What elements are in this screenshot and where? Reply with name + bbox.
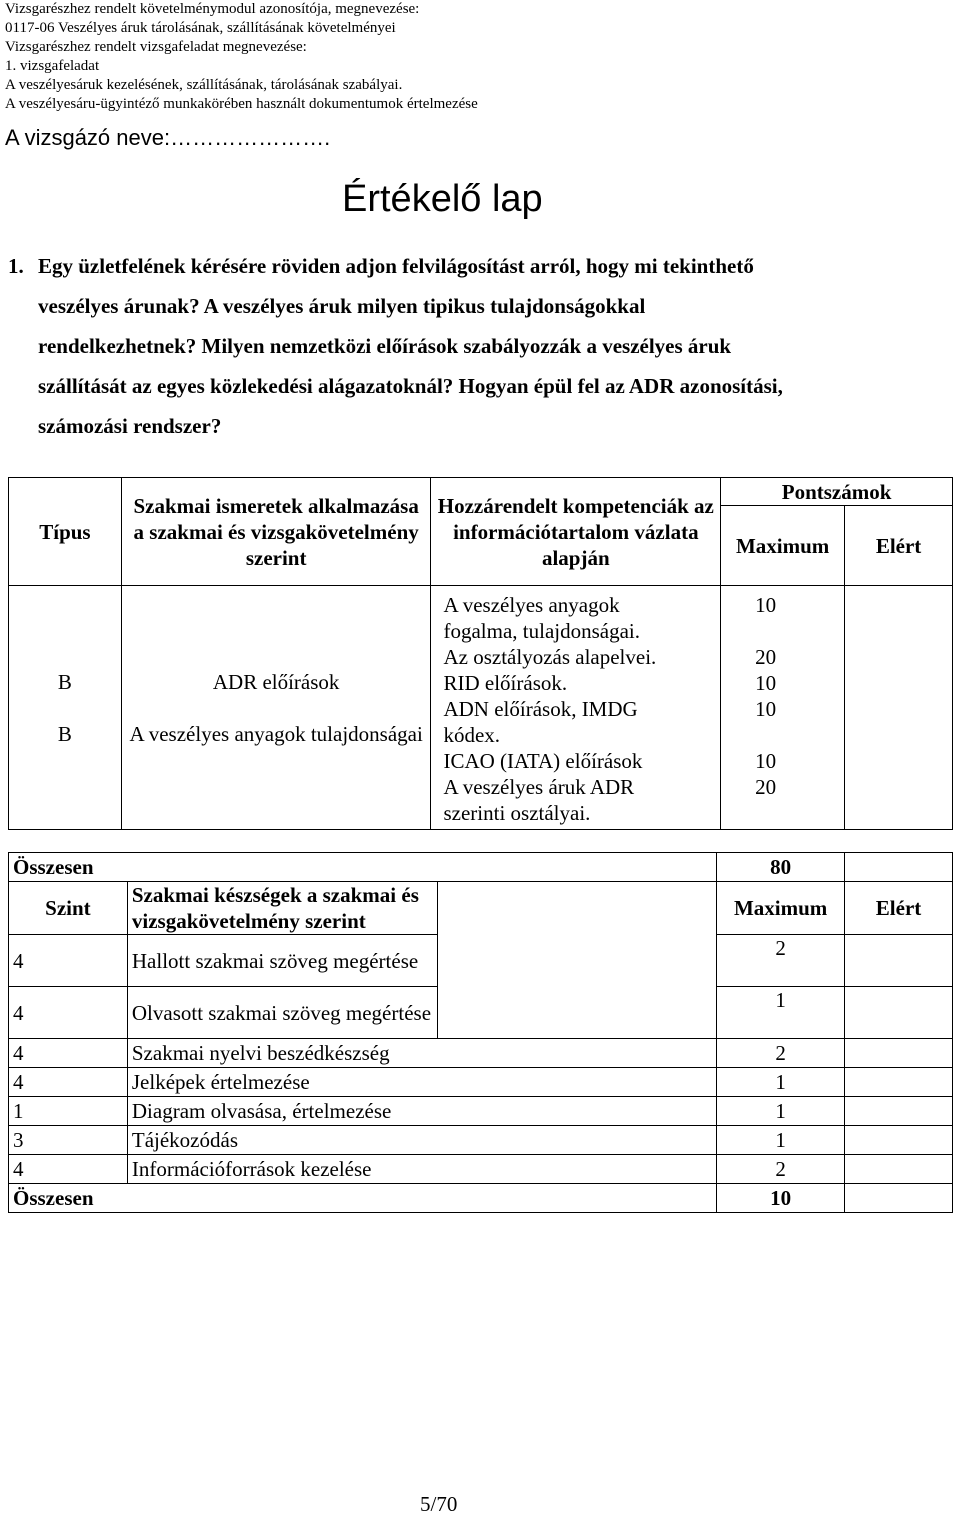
header-points: Pontszámok	[721, 478, 953, 506]
level-cell: 4	[9, 1039, 128, 1068]
skill-cell: Szakmai nyelvi beszédkészség	[127, 1039, 716, 1068]
header-level: Szint	[9, 882, 128, 935]
max-cell: 1	[717, 1097, 845, 1126]
max-cell: 1	[717, 1126, 845, 1155]
achieved-cell[interactable]	[845, 1155, 953, 1184]
type-value: B	[57, 721, 72, 746]
table-row	[9, 1039, 953, 1068]
level-cell: 4	[9, 1155, 128, 1184]
table-row	[9, 1155, 953, 1184]
max-point	[755, 722, 840, 748]
header-line: Vizsgarészhez rendelt vizsgafeladat megnevezése:	[5, 39, 307, 55]
header-type: Típus	[9, 478, 122, 586]
max-point: 10	[755, 593, 777, 617]
competence-line: Az osztályozás alapelvei.	[443, 645, 657, 669]
achieved-cell[interactable]	[845, 1039, 953, 1068]
knowledge-table	[8, 477, 953, 830]
type-value: B	[57, 669, 72, 694]
achieved-cell[interactable]	[845, 987, 953, 1039]
skill-cell: Olvasott szakmai szöveg megértése	[127, 987, 437, 1039]
competence-line: A veszélyes áruk ADR	[443, 775, 635, 799]
achieved-cell[interactable]	[845, 935, 953, 987]
competence-line: fogalma, tulajdonságai.	[443, 619, 640, 643]
header-competence: Hozzárendelt kompetenciák az információtartalom vázlata alapján	[431, 478, 721, 586]
max-cell: 2	[717, 1155, 845, 1184]
max-point: 20	[755, 645, 777, 669]
header-achieved: Elért	[845, 506, 953, 586]
total-label: Összesen	[9, 853, 438, 882]
achieved-cell[interactable]	[845, 1068, 953, 1097]
total-label: Összesen	[9, 1184, 438, 1213]
header-line: 0117-06 Veszélyes áruk tárolásának, szállításának követelményei	[5, 20, 396, 36]
table-row	[9, 1126, 953, 1155]
skill-cell: Hallott szakmai szöveg megértése	[127, 935, 437, 987]
candidate-name-field: A vizsgázó neve:………………….	[5, 125, 331, 150]
level-cell: 3	[9, 1126, 128, 1155]
header-skills: Szakmai készségek a szakmai és vizsgakövetelmény szerint	[127, 882, 437, 935]
achieved-cell[interactable]	[845, 586, 953, 830]
max-cell: 2	[717, 1039, 845, 1068]
level-cell: 4	[9, 1068, 128, 1097]
max-point: 10	[755, 697, 777, 721]
knowledge-item: A veszélyes anyagok tulajdonságai	[129, 721, 423, 746]
knowledge-item: ADR előírások	[212, 669, 340, 694]
table-row	[9, 987, 953, 1039]
question-line: veszélyes árunak? A veszélyes áruk milyen tipikus tulajdonságokkal	[38, 294, 646, 318]
question-line: rendelkezhetnek? Milyen nemzetközi előírások szabályozzák a veszélyes áruk	[38, 334, 732, 358]
competence-line: ICAO (IATA) előírások	[443, 749, 643, 773]
competence-line: kódex.	[443, 723, 501, 747]
table-row	[9, 935, 953, 987]
table-row	[9, 1068, 953, 1097]
header-max: Maximum	[717, 882, 845, 935]
question-line: szállítását az egyes közlekedési alágazatoknál? Hogyan épül fel az ADR azonosítási,	[38, 374, 783, 398]
achieved-cell[interactable]	[845, 1126, 953, 1155]
competence-line: RID előírások.	[443, 671, 568, 695]
header-line: 1. vizsgafeladat	[5, 58, 100, 74]
max-cell: 1	[717, 1068, 845, 1097]
level-cell: 1	[9, 1097, 128, 1126]
competence-line: ADN előírások, IMDG	[443, 697, 638, 721]
question-line: számozási rendszer?	[38, 414, 222, 438]
achieved-cell[interactable]	[845, 1097, 953, 1126]
header-line: A veszélyesáruk kezelésének, szállításának, tárolásának szabályai.	[5, 77, 403, 93]
max-point: 10	[755, 749, 777, 773]
max-cell: 2	[717, 935, 845, 987]
question-number: 1.	[8, 254, 24, 278]
skill-cell: Jelképek értelmezése	[127, 1068, 716, 1097]
knowledge-cell	[121, 586, 431, 830]
level-cell: 4	[9, 987, 128, 1039]
skill-cell: Tájékozódás	[127, 1126, 716, 1155]
table-row	[9, 1097, 953, 1126]
page-number: 5/70	[420, 1492, 458, 1516]
question-line: Egy üzletfelének kérésére röviden adjon felvilágosítást arról, hogy mi tekinthető	[38, 254, 754, 278]
max-point: 20	[755, 775, 777, 799]
header-line: A veszélyesáru-ügyintéző munkakörében használt dokumentumok értelmezése	[5, 96, 478, 112]
header-max: Maximum	[721, 506, 845, 586]
header-knowledge: Szakmai ismeretek alkalmazása a szakmai és vizsgakövetelmény szerint	[121, 478, 431, 586]
question-text	[38, 246, 898, 446]
total-achieved[interactable]	[845, 1184, 953, 1213]
header-line: Vizsgarészhez rendelt követelménymodul azonosítója, megnevezése:	[5, 1, 420, 17]
max-cell: 1	[717, 987, 845, 1039]
competence-line: A veszélyes anyagok	[443, 593, 620, 617]
level-cell: 4	[9, 935, 128, 987]
skill-cell: Információforrások kezelése	[127, 1155, 716, 1184]
total-max: 10	[717, 1184, 845, 1213]
max-point	[755, 618, 840, 644]
page-title: Értékelő lap	[342, 178, 543, 220]
type-cell	[9, 586, 122, 830]
total-achieved[interactable]	[845, 853, 953, 882]
header-achieved: Elért	[845, 882, 953, 935]
competence-line: szerinti osztályai.	[443, 801, 591, 825]
page-header	[5, 0, 478, 114]
competence-cell	[431, 586, 721, 830]
skill-cell: Diagram olvasása, értelmezése	[127, 1097, 716, 1126]
skills-table	[8, 852, 953, 1213]
max-points-cell	[721, 586, 845, 830]
total-max: 80	[717, 853, 845, 882]
max-point: 10	[755, 671, 777, 695]
